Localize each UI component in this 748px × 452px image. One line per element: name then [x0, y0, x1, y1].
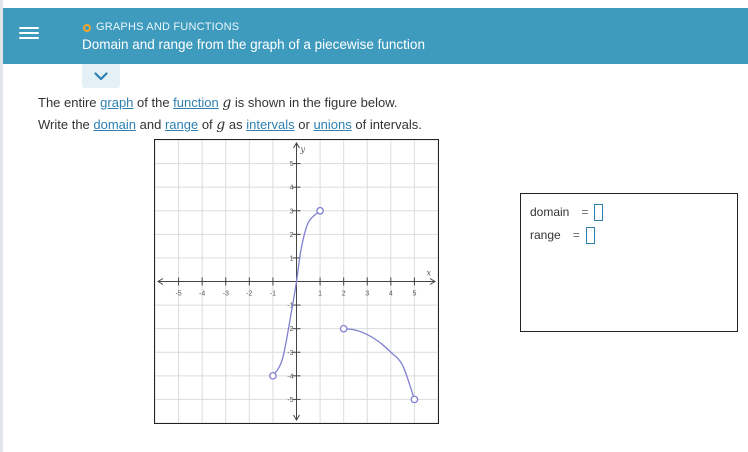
- graph-link[interactable]: graph: [100, 95, 134, 110]
- function-link[interactable]: function: [173, 95, 219, 110]
- x-tick-label: 2: [341, 290, 346, 298]
- function-variable: g: [222, 95, 232, 111]
- x-tick-label: -4: [199, 290, 206, 298]
- x-tick-label: 3: [365, 290, 370, 298]
- topic-category-label: GRAPHS AND FUNCTIONS: [96, 21, 240, 33]
- collapse-toggle-button[interactable]: [82, 64, 120, 88]
- prompt-text: or: [294, 117, 314, 132]
- x-tick-label: -5: [175, 290, 182, 298]
- y-tick-label: 3: [289, 208, 294, 216]
- prompt-text: of intervals.: [351, 117, 422, 132]
- equals-sign: =: [581, 205, 589, 219]
- prompt-text: Write the: [38, 117, 94, 132]
- open-endpoint: [270, 373, 276, 379]
- y-tick-label: -5: [287, 396, 294, 404]
- y-tick-label: 2: [289, 231, 294, 239]
- answer-panel: [520, 193, 738, 332]
- range-label: range: [530, 228, 561, 242]
- topic-header: [3, 8, 748, 64]
- y-tick-label: -1: [287, 302, 294, 310]
- range-link[interactable]: range: [164, 117, 199, 132]
- open-endpoint: [340, 325, 346, 331]
- x-tick-label: -2: [246, 290, 253, 298]
- problem-line-1: [38, 92, 422, 114]
- x-tick-label: 5: [412, 290, 417, 298]
- y-tick-label: -2: [287, 326, 294, 334]
- x-axis-label: x: [426, 268, 431, 278]
- progress-dot-icon: [83, 24, 91, 32]
- equals-sign: =: [572, 228, 580, 242]
- graph-curve-2: [344, 329, 415, 400]
- prompt-text: as: [225, 117, 247, 132]
- y-tick-label: 4: [289, 184, 294, 192]
- open-endpoint: [411, 396, 417, 402]
- topic-category: [83, 21, 239, 33]
- x-tick-label: -3: [222, 290, 229, 298]
- domain-label: domain: [530, 205, 570, 219]
- unions-link[interactable]: unions: [313, 117, 352, 132]
- open-endpoint: [317, 208, 323, 214]
- prompt-text: and: [136, 117, 165, 132]
- left-edge-rule: [0, 0, 3, 452]
- prompt-text: The entire: [38, 95, 101, 110]
- y-tick-label: -4: [287, 373, 294, 381]
- function-variable: g: [216, 117, 226, 133]
- prompt-text: of: [198, 117, 217, 132]
- hamburger-icon[interactable]: [19, 24, 39, 44]
- x-tick-label: -1: [269, 290, 277, 298]
- y-tick-label: 5: [289, 161, 294, 169]
- problem-statement: [38, 92, 422, 136]
- chevron-down-icon: [94, 72, 108, 81]
- intervals-link[interactable]: intervals: [246, 117, 295, 132]
- range-row: [530, 227, 595, 244]
- x-tick-label: 1: [318, 290, 323, 298]
- domain-row: [530, 204, 603, 221]
- problem-line-2: [38, 114, 422, 136]
- prompt-text: is shown in the figure below.: [231, 95, 398, 110]
- x-tick-label: 4: [388, 290, 393, 298]
- graph-plot: [155, 140, 438, 423]
- domain-link[interactable]: domain: [93, 117, 137, 132]
- page-title: Domain and range from the graph of a piecewise function: [82, 37, 425, 52]
- y-tick-label: -3: [287, 349, 294, 357]
- y-axis-label: y: [300, 145, 306, 154]
- function-graph: [154, 139, 439, 424]
- prompt-text: of the: [133, 95, 174, 110]
- y-tick-label: 1: [289, 255, 294, 263]
- domain-input[interactable]: [594, 204, 603, 221]
- range-input[interactable]: [586, 227, 595, 244]
